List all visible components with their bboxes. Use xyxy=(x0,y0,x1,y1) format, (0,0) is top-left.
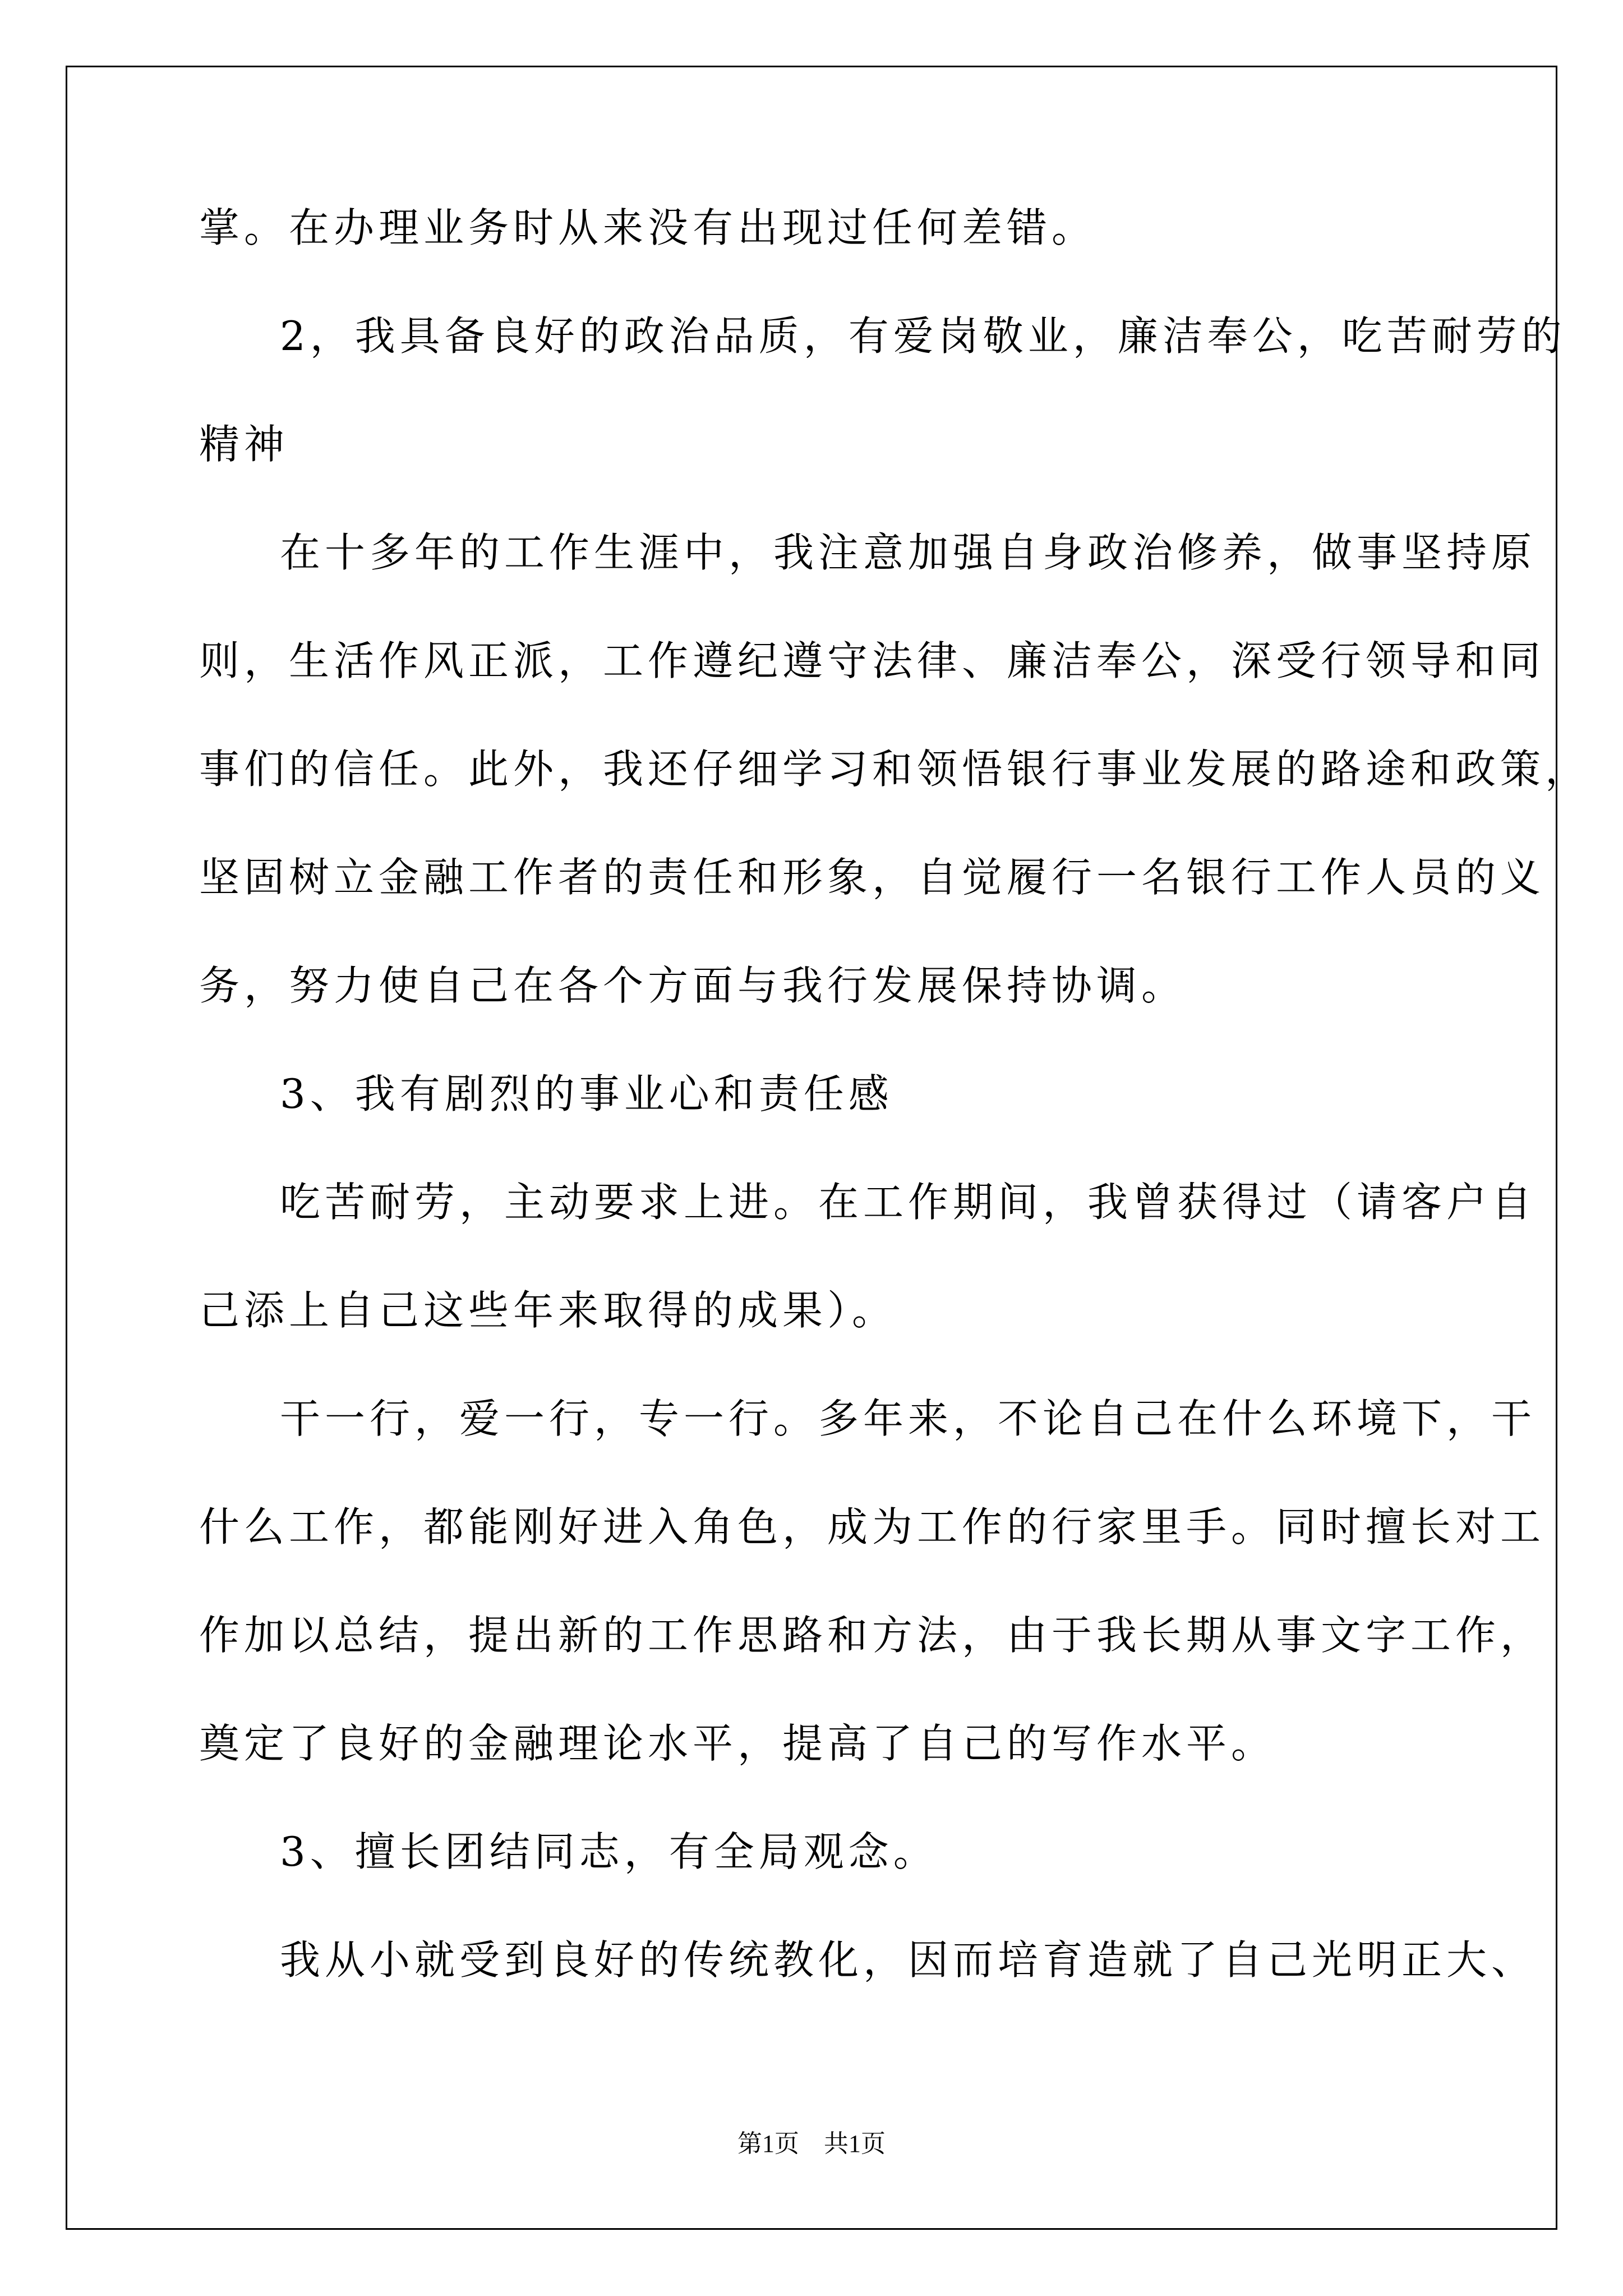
text-line: 己添上自己这些年来取得的成果）。 xyxy=(199,1287,897,1334)
document-body xyxy=(199,174,1590,2014)
text-line: 务，努力使自己在各个方面与我行发展保持协调。 xyxy=(199,962,1187,1009)
page-footer xyxy=(0,2123,1623,2159)
text-line: 奠定了良好的金融理论水平，提高了自己的写作水平。 xyxy=(199,1720,1276,1767)
text-line: 2，我具备良好的政治品质，有爱岗敬业，廉洁奉公，吃苦耐劳的 xyxy=(280,312,1566,360)
text-line: 精神 xyxy=(199,421,289,468)
text-line: 事们的信任。此外，我还仔细学习和领悟银行事业发展的路途和政策， xyxy=(199,746,1590,793)
page-total: 共1页 xyxy=(824,2130,886,2157)
text-line: 吃苦耐劳，主动要求上进。在工作期间，我曾获得过（请客户自 xyxy=(280,1179,1537,1226)
text-line: 则，生活作风正派，工作遵纪遵守法律、廉洁奉公，深受行领导和同 xyxy=(199,637,1546,684)
text-line: 作加以总结，提出新的工作思路和方法，由于我长期从事文字工作， xyxy=(199,1612,1546,1659)
text-line: 3、擅长团结同志，有全局观念。 xyxy=(280,1828,938,1875)
text-line: 在十多年的工作生涯中，我注意加强自身政治修养，做事坚持原 xyxy=(280,529,1537,576)
text-line: 什么工作，都能刚好进入角色，成为工作的行家里手。同时擅长对工 xyxy=(199,1503,1546,1550)
text-line: 3、我有剧烈的事业心和责任感 xyxy=(280,1070,893,1117)
page-number: 第1页 xyxy=(737,2130,799,2157)
text-line: 掌。在办理业务时从来没有出现过任何差错。 xyxy=(199,204,1097,251)
text-line: 干一行，爱一行，专一行。多年来，不论自己在什么环境下，干 xyxy=(280,1395,1537,1442)
text-line: 我从小就受到良好的传统教化，因而培育造就了自己光明正大、 xyxy=(280,1936,1537,1984)
text-line: 坚固树立金融工作者的责任和形象，自觉履行一名银行工作人员的义 xyxy=(199,854,1546,901)
